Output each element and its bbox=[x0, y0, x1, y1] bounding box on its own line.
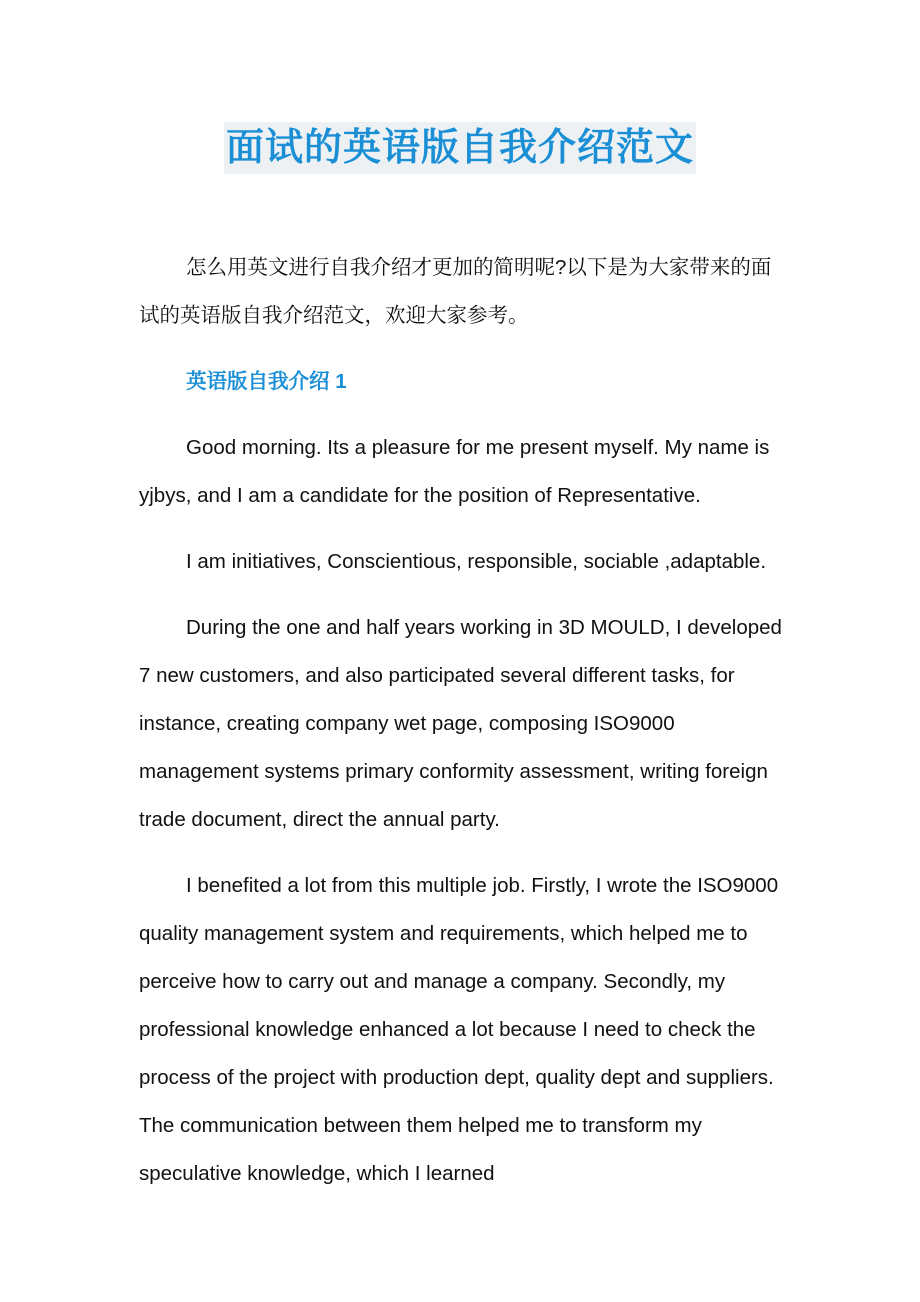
section-heading: 英语版自我介绍 1 bbox=[186, 370, 347, 393]
paragraph-3: During the one and half years working in 3D MOULD, I developed 7 new customers, and also participated several different tasks, for instance, creating company wet page, composing ISO9000 management systems primary conformity assessment, writing foreign trade document, direct the annual party. bbox=[139, 616, 782, 831]
title-container bbox=[0, 122, 920, 174]
paragraph-1: Good morning. Its a pleasure for me present myself. My name is yjbys, and I am a candidate for the position of Representative. bbox=[139, 436, 770, 507]
document-body bbox=[139, 244, 785, 1198]
document-title: 面试的英语版自我介绍范文 bbox=[224, 122, 696, 174]
paragraph-2: I am initiatives, Conscientious, responsible, sociable ,adaptable. bbox=[186, 550, 767, 573]
paragraph-4: I benefited a lot from this multiple job. Firstly, I wrote the ISO9000 quality management system and requirements, which helped me to perceive how to carry out and manage a company. Secondly, my professional knowledge enhanced a lot because I need to check the process of the project with production dept, quality dept and suppliers. The communication between them helped me to transform my speculative knowledge, which I learned bbox=[139, 874, 779, 1185]
intro-paragraph: 怎么用英文进行自我介绍才更加的简明呢?以下是为大家带来的面试的英语版自我介绍范文，欢迎大家参考。 bbox=[139, 256, 772, 327]
